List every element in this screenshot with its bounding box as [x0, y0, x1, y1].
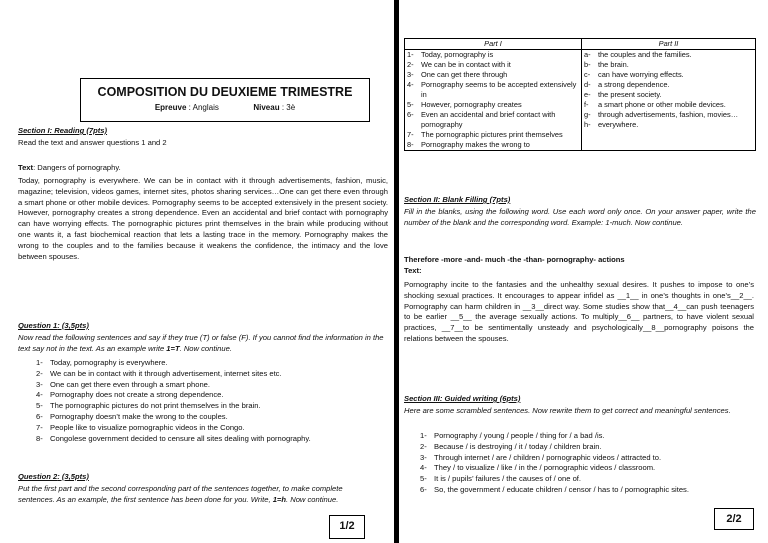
- question1-item-text: Pornography does not create a strong dependence.: [50, 390, 224, 400]
- section3-item-number: 5-: [420, 474, 427, 484]
- section3-item-number: 6-: [420, 484, 427, 494]
- part1-row: [407, 110, 579, 130]
- question1-item: [36, 434, 386, 445]
- question1-item-text: The pornographic pictures do not print themselves in the brain.: [50, 401, 261, 411]
- part1-row-text: However, pornography creates: [421, 100, 522, 109]
- q2-instruction-b: . Now continue.: [285, 494, 339, 504]
- section3-item-number: 1-: [420, 431, 427, 440]
- part2-row: [584, 50, 753, 60]
- part2-row-number: b-: [584, 60, 591, 69]
- section1-heading-a: Section I: [18, 126, 50, 135]
- question1-item: [36, 412, 386, 423]
- part1-row: [407, 80, 579, 100]
- part2-row: [584, 70, 753, 80]
- question1-item-number: 1-: [36, 358, 43, 367]
- part2-row-number: h-: [584, 120, 591, 129]
- word-list: Therefore -more -and- much -the -than- pornography- actions: [404, 255, 625, 264]
- section3-item-number: 2-: [420, 441, 427, 451]
- part1-row-text: Even an accidental and brief contact with pornography: [421, 110, 556, 129]
- part2-row-number: d-: [584, 80, 591, 89]
- part2-row-text: a strong dependence.: [598, 80, 670, 89]
- q1-example: 1=T: [166, 343, 180, 353]
- text-title: : Dangers of pornography.: [33, 163, 121, 172]
- text-heading: [18, 163, 121, 174]
- page-number-2: 2/2: [714, 508, 754, 530]
- section2-heading: Section II: Blank Filling (7pts): [404, 195, 511, 204]
- page-two: [402, 0, 768, 543]
- question1-item: [36, 390, 386, 401]
- section2-instruction: Fill in the blanks, using the following word. Use each word only once. On your answer paper, write the number of the blank and the corresponding word. Example: 1-much. Now continue.: [404, 207, 756, 227]
- part1-row-text: Pornography seems to be accepted extensively in: [421, 80, 577, 99]
- question1-points: : (3,5pts): [57, 321, 89, 330]
- question1-item: [36, 423, 386, 434]
- part2-row-number: c-: [584, 70, 591, 79]
- page-number-1: 1/2: [329, 515, 365, 539]
- part1-row-number: 2-: [407, 60, 414, 69]
- question2-instruction: [18, 484, 363, 506]
- section2-text-label: Text:: [404, 266, 422, 275]
- question1-item-number: 8-: [36, 433, 43, 443]
- question1-heading: [18, 321, 89, 332]
- question2-points: : (3,5pts): [57, 472, 89, 481]
- reading-text: Today, pornography is everywhere. We can be in contact with it through advertisements, fashion, music, magazine; television, videos games, internet sites, photos sharing services…One can get there even through a smart phone or other mobile devices. Pornography seems to be accepted extensively in the present society. However, pornography creates a strong dependence. Even an accidental and brief contact with pornography can have worrying effects. The pornographic pictures print themselves in the brain while producing without one wants it, a fast biochemical reaction that lets a lasting trace in the memory. Pornography makes the wrong to the couples and to the families because it weakens the confidence, the intimacy and the love between spouses.: [18, 176, 388, 261]
- part1-row-text: Today, pornography is: [421, 50, 494, 59]
- question1-item-number: 2-: [36, 368, 43, 378]
- question1-item-number: 3-: [36, 379, 43, 389]
- section3-heading: Section III: Guided writing (6pts): [404, 394, 521, 403]
- part1-row-number: 1-: [407, 50, 414, 59]
- section3-item-text: So, the government / educate children / censor / has to / pornographic sites.: [434, 484, 689, 494]
- section3-item: [420, 474, 762, 485]
- section3-item-text: It is / pupils’ failures / the causes of / one of.: [434, 474, 582, 484]
- question2-heading: [18, 472, 89, 483]
- exam-title-box: [80, 78, 370, 122]
- question1-item-text: Pornography doesn’t make the wrong to the couples.: [50, 411, 228, 421]
- part1-row: [407, 100, 579, 110]
- part1-row-text: The pornographic pictures print themselves: [421, 130, 563, 139]
- part1-row-number: 5-: [407, 100, 414, 109]
- table-header-part2: Part II: [582, 39, 756, 50]
- question1-heading-a: Question 1: [18, 321, 58, 330]
- part2-row-text: through advertisements, fashion, movies…: [598, 110, 739, 119]
- niveau-label: Niveau: [253, 103, 280, 112]
- part2-row: [584, 60, 753, 70]
- part2-row-text: the present society.: [598, 90, 662, 99]
- part1-row: [407, 70, 579, 80]
- question1-item-number: 5-: [36, 401, 43, 411]
- section1-heading-b: : Reading (7pts): [49, 126, 108, 135]
- section3-item-text: Pornography / young / people / thing for / a bad /is.: [434, 431, 605, 440]
- part2-row: [584, 110, 753, 120]
- part1-row-number: 4-: [407, 80, 414, 89]
- part2-row: [584, 120, 753, 130]
- q1-instruction-a: Now read the following sentences and say if they true (T) or false (F). If you cannot find the information in the text say not in the text. As an example write: [18, 333, 384, 353]
- section3-item: [420, 453, 762, 464]
- question1-item-number: 7-: [36, 422, 43, 432]
- niveau-value: : 3è: [281, 103, 296, 112]
- section3-item-number: 3-: [420, 452, 427, 462]
- part2-row-text: can have worrying effects.: [598, 70, 684, 79]
- part1-row: [407, 130, 579, 140]
- q2-instruction-a: Put the first part and the second corresponding part of the sentences together, to make complete sentences. As an example, the first sentence has been done for you. Write,: [18, 484, 343, 504]
- blank-filling-text: Pornography incite to the fantasies and the unhealthy sexual desires. It pushes to impose to one’s shocking sexual practices. It encourages to appear infidel as __1__ in one’s thoughts in one’s__2__. Pornography can harm children in __3__direct way. Some studies show that__4__can push teenagers to be earlier __5__ the average sexually actions. To multiply__6__ partners, to have violent sexual practices, __7__to be sentimentally unsteady and psychologically__8__pornography poisons the relations between the spouses.: [404, 280, 754, 343]
- part1-column: [405, 50, 582, 151]
- text-label: Text: [18, 163, 34, 172]
- question2-heading-a: Question 2: [18, 472, 58, 481]
- part1-row-number: 6-: [407, 110, 414, 119]
- part2-row-number: f-: [584, 100, 589, 109]
- page-divider: [394, 0, 399, 543]
- section3-item: [420, 442, 762, 453]
- question1-item-text: People like to visualize pornographic videos in the Congo.: [50, 422, 245, 432]
- table-header-part1: Part I: [405, 39, 582, 50]
- epreuve-label: Epreuve: [154, 103, 187, 112]
- part2-row-number: a-: [584, 50, 591, 59]
- part2-row-text: everywhere.: [598, 120, 639, 129]
- section3-item: [420, 485, 762, 496]
- epreuve-value: : Anglais: [188, 103, 219, 112]
- question1-item-number: 6-: [36, 411, 43, 421]
- question1-item: [36, 358, 386, 369]
- part1-row: [407, 60, 579, 70]
- matching-table: [404, 38, 756, 151]
- question1-item-text: Today, pornography is everywhere.: [50, 358, 168, 367]
- question1-list: [36, 358, 386, 444]
- q2-example: 1=h: [272, 494, 286, 504]
- part1-row-text: One can get there through: [421, 70, 508, 79]
- section3-item-number: 4-: [420, 463, 427, 473]
- part2-row-text: the brain.: [598, 60, 629, 69]
- section1-instruction: Read the text and answer questions 1 and 2: [18, 138, 167, 147]
- part2-row-number: g-: [584, 110, 591, 119]
- section3-item: [420, 431, 762, 442]
- section3-item: [420, 463, 762, 474]
- question1-item-text: We can be in contact with it through advertisement, internet sites etc.: [50, 368, 282, 378]
- question1-item-text: Congolese government decided to censure all sites dealing with pornography.: [50, 433, 311, 443]
- part1-row: [407, 50, 579, 60]
- section3-instruction: Here are some scrambled sentences. Now rewrite them to get correct and meaningful sentences.: [404, 406, 731, 415]
- part2-row: [584, 90, 753, 100]
- q1-instruction-b: . Now continue.: [179, 343, 232, 353]
- part2-row-number: e-: [584, 90, 591, 99]
- part2-row: [584, 100, 753, 110]
- part1-row: [407, 140, 579, 150]
- part2-row-text: the couples and the families.: [598, 50, 692, 59]
- question1-item-number: 4-: [36, 390, 43, 400]
- part1-row-number: 3-: [407, 70, 414, 79]
- exam-subtitle: [81, 102, 369, 114]
- question1-item: [36, 401, 386, 412]
- question1-item: [36, 380, 386, 391]
- part1-row-number: 8-: [407, 140, 414, 149]
- exam-title: COMPOSITION DU DEUXIEME TRIMESTRE: [97, 85, 353, 99]
- part2-column: [582, 50, 756, 151]
- section3-item-text: Through internet / are / children / pornographic videos / attracted to.: [434, 452, 662, 462]
- question1-item-text: One can get there even through a smart phone.: [50, 379, 210, 389]
- section3-item-text: They / to visualize / like / in the / pornographic videos / classroom.: [434, 463, 656, 473]
- part1-row-text: Pornography makes the wrong to: [421, 140, 530, 149]
- part2-row-text: a smart phone or other mobile devices.: [598, 100, 726, 109]
- question1-instruction: [18, 333, 388, 355]
- part2-row: [584, 80, 753, 90]
- section3-item-text: Because / is destroying / it / today / children brain.: [434, 441, 602, 451]
- section3-list: [420, 431, 762, 496]
- part1-row-text: We can be in contact with it: [421, 60, 511, 69]
- part1-row-number: 7-: [407, 130, 414, 139]
- section1-heading: [18, 126, 107, 137]
- question1-item: [36, 369, 386, 380]
